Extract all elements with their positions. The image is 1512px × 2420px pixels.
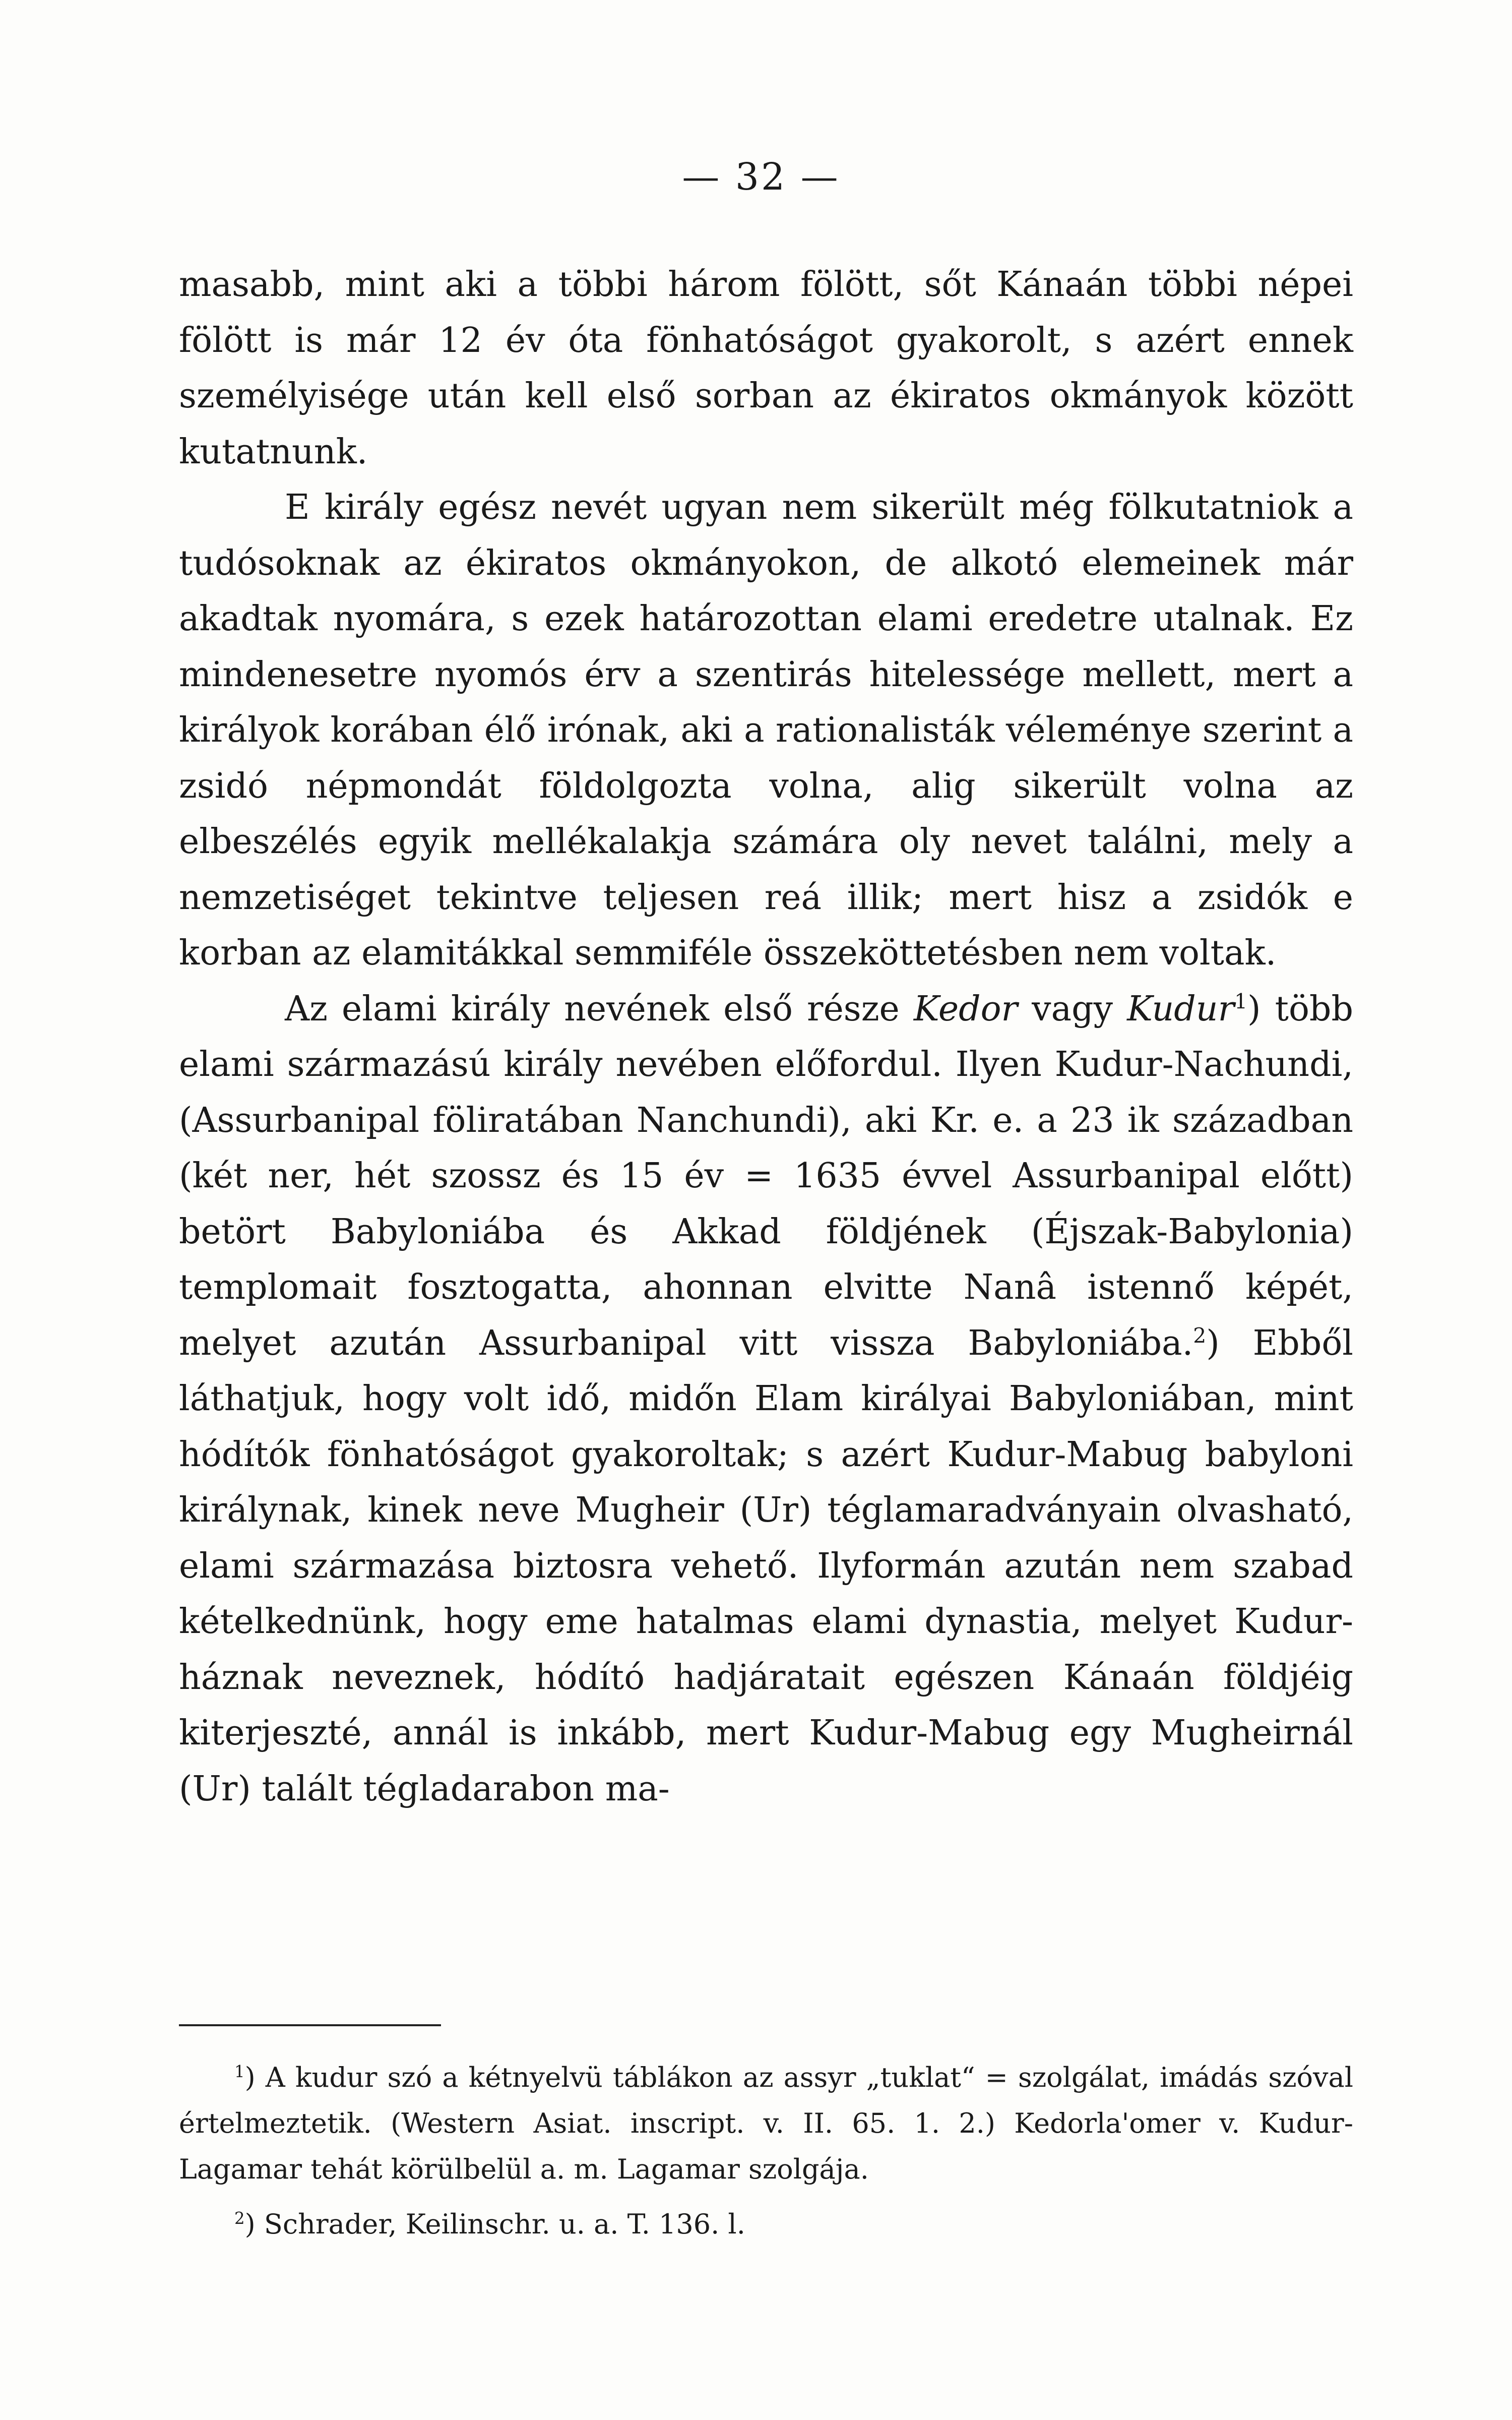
paragraph-3-end: ) Ebből láthatjuk, hogy volt idő, midőn Elam királyai Babyloniában, mint hódítók fönhatóságot gyakoroltak; s azért Kudur-Mabug babyloni királynak, kinek neve Mugheir (Ur) téglamaradványain olvasható, elami származása biztosra vehető. Ilyformán azután nem szabad kételkednünk, hogy eme hatalmas elami dynastia, melyet Kudur-háznak neveznek, hódító hadjáratait egészen Kánaán földjéig kiterjeszté, annál is inkább, mert Kudur-Mabug egy Mugheirnál (Ur) talált tégladarabon ma-	[179, 1323, 1354, 1809]
main-text	[179, 257, 1353, 1817]
page-number: — 32 —	[682, 155, 840, 199]
footnote-1-marker: 1	[234, 2062, 245, 2081]
footnote-2	[179, 2201, 1353, 2247]
paragraph-3-start: Az elami király nevének első része	[285, 989, 914, 1029]
footnote-2-marker: 2	[234, 2209, 245, 2228]
italic-term-kudur: Kudur	[1127, 989, 1235, 1029]
footnotes	[179, 2054, 1353, 2256]
footnote-ref-2: 2	[1193, 1323, 1207, 1348]
footnote-divider	[179, 2024, 441, 2026]
paragraph-1: masabb, mint aki a többi három fölött, sőt Kánaán többi népei fölött is már 12 év óta fönhatóságot gyakorolt, s azért ennek személyisége után kell első sorban az ékiratos okmányok között kutatnunk.	[179, 265, 1353, 472]
footnote-ref-1: 1	[1234, 989, 1248, 1013]
footnote-1-text: ) A kudur szó a kétnyelvü táblákon az assyr „tuklat“ = szolgálat, imádás szóval értelmeztetik. (Western Asiat. inscript. v. II. 65. 1. 2.) Kedorla'omer v. Kudur-Lagamar tehát körülbelül a. m. Lagamar szolgája.	[179, 2062, 1353, 2185]
paragraph-3-connector: vagy	[1018, 989, 1127, 1029]
italic-term-kedor: Kedor	[913, 989, 1018, 1029]
footnote-1	[179, 2054, 1353, 2192]
paragraph-3-middle: ) több elami származású király nevében előfordul. Ilyen Kudur-Nachundi, (Assurbanipal föliratában Nanchundi), aki Kr. e. a 23 ik században (két ner, hét szossz és 15 év = 1635 évvel Assurbanipal előtt) betört Babyloniába és Akkad földjének (Éjszak-Babylonia) templomait fosztogatta, ahonnan elvitte Nanâ istennő képét, melyet azután Assurbanipal vitt vissza Babyloniába.	[179, 989, 1353, 1363]
paragraph-3	[179, 982, 1353, 1818]
paragraph-2: E király egész nevét ugyan nem sikerült még fölkutatniok a tudósoknak az ékiratos okmányokon, de alkotó elemeinek már akadtak nyomára, s ezek határozottan elami eredetre utalnak. Ez mindenesetre nyomós érv a szentirás hitelessége mellett, mert a királyok korában élő irónak, aki a rationalisták véleménye szerint a zsidó népmondát földolgozta volna, alig sikerült volna az elbeszélés egyik mellékalakja számára oly nevet találni, mely a nemzetiséget tekintve teljesen reá illik; mert hisz a zsidók e korban az elamitákkal semmiféle összeköttetésben nem voltak.	[179, 488, 1353, 973]
footnote-2-text: ) Schrader, Keilinschr. u. a. T. 136. l.	[244, 2208, 745, 2240]
